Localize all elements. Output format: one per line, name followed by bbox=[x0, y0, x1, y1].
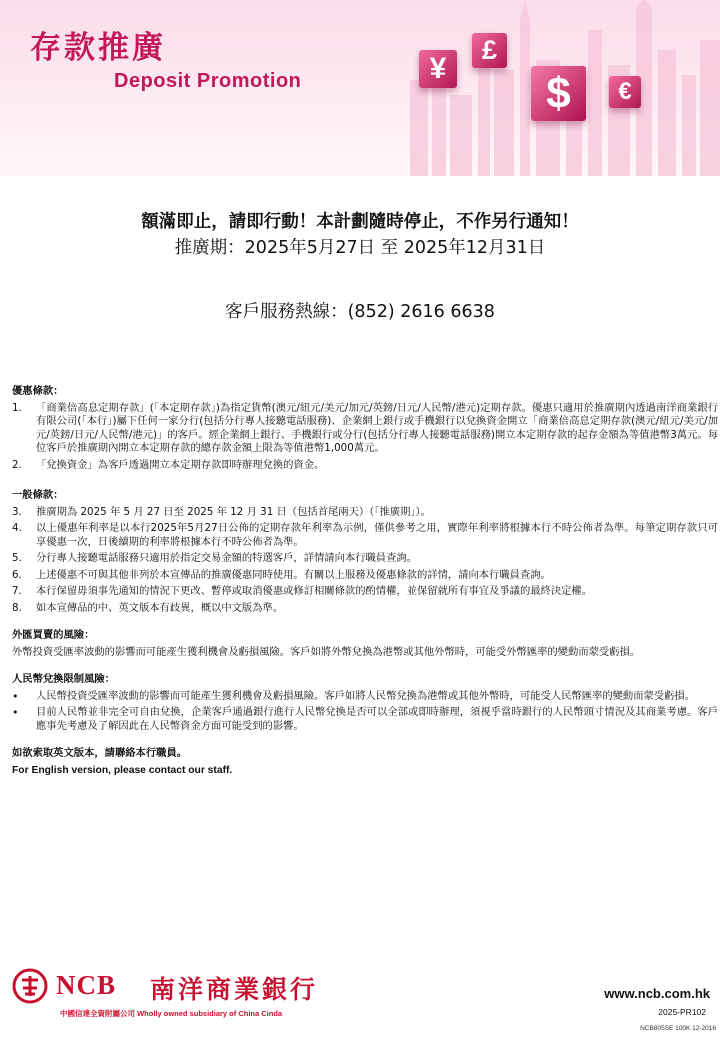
promotion-period: 推廣期：2025年5月27日 至 2025年12月31日 bbox=[174, 238, 546, 258]
offer-terms-title: 優惠條款： bbox=[12, 385, 64, 397]
list-item bbox=[12, 690, 718, 704]
subsidiary-note: 中國信達全資附屬公司 Wholly owned subsidiary of China Cinda bbox=[60, 1009, 283, 1018]
bank-logo-en: NCB bbox=[56, 970, 117, 1000]
item-text: 推廣期為 2025 年 5 月 27 日至 2025 年 12 月 31 日（包括首尾兩天）（「推廣期」）。 bbox=[36, 505, 431, 518]
item-number: 8. bbox=[12, 601, 22, 614]
list-item bbox=[12, 602, 718, 616]
list-item bbox=[12, 706, 718, 733]
website-link[interactable]: www.ncb.com.hk bbox=[604, 986, 710, 1001]
pound-icon: £ bbox=[472, 33, 507, 68]
item-number: 5. bbox=[12, 552, 22, 564]
euro-icon: € bbox=[609, 76, 641, 108]
item-text: 目前人民幣並非完全可自由兌換，企業客戶通過銀行進行人民幣兌換是否可以全部或即時辦理，須視乎當時銀行的人民幣頭寸情況及其商業考慮。客戶應事先考慮及了解因此在人民幣資金方面可能受到的影響。 bbox=[36, 706, 718, 732]
item-text: 上述優惠不可與其他非列於本宣傳品的推廣優惠同時使用。有關以上服務及優惠條款的詳情，請向本行職員查詢。 bbox=[36, 568, 551, 581]
general-terms-title: 一般條款： bbox=[12, 489, 64, 501]
item-text: 分行專人接聽電話服務只適用於指定交易金額的特選客戶，詳情請向本行職員查詢。 bbox=[36, 552, 417, 564]
yen-icon: ¥ bbox=[419, 50, 457, 88]
item-number: 4. bbox=[12, 522, 22, 534]
list-item bbox=[12, 552, 718, 566]
item-number: 1. bbox=[12, 401, 22, 414]
list-item bbox=[12, 569, 718, 583]
ncb-logo-icon bbox=[12, 968, 48, 1004]
general-terms-list bbox=[12, 506, 718, 616]
title-english: Deposit Promotion bbox=[114, 70, 302, 92]
item-number: 3. bbox=[12, 505, 22, 518]
reference-number: 2025-PR102 bbox=[658, 1007, 706, 1017]
promo-banner bbox=[0, 0, 720, 176]
fx-risk-text: 外幣投資受匯率波動的影響而可能產生獲利機會及虧損風險。客戶如將外幣兌換為港幣或其他外幣時，可能受外幣匯率的變動而蒙受虧損。 bbox=[12, 645, 641, 658]
terms-section bbox=[12, 385, 718, 777]
item-number: 6. bbox=[12, 568, 22, 581]
list-item bbox=[12, 402, 718, 456]
item-text: 以上優惠年利率是以本行2025年5月27日公佈的定期存款年利率為示例，僅供參考之用，實際年利率將根據本行不時公佈者為準。每筆定期存款只可享優惠一次，日後續期的利率將根據本行不時公佈者為準。 bbox=[36, 522, 718, 548]
headline-urgent: 額滿即止，請即行動！本計劃隨時停止，不作另行通知！ bbox=[141, 212, 579, 232]
customer-hotline: 客戶服務熱線：(852) 2616 6638 bbox=[225, 302, 495, 322]
item-text: 人民幣投資受匯率波動的影響而可能產生獲利機會及虧損風險。客戶如將人民幣兌換為港幣或其他外幣時，可能受人民幣匯率的變動而蒙受虧損。 bbox=[36, 689, 695, 702]
rmb-risk-list bbox=[12, 690, 718, 734]
item-number: 7. bbox=[12, 585, 22, 597]
list-item bbox=[12, 506, 718, 520]
list-item bbox=[12, 522, 718, 549]
item-text: 「兌換資金」為客戶透過開立本定期存款即時辦理兌換的資金。 bbox=[36, 458, 325, 471]
fx-risk-title: 外匯買賣的風險： bbox=[12, 629, 95, 641]
bullet-icon: • bbox=[12, 689, 19, 703]
item-text: 如本宣傳品的中、英文版本有歧異，概以中文版為準。 bbox=[36, 601, 284, 614]
item-number: 2. bbox=[12, 458, 22, 471]
offer-terms-list bbox=[12, 402, 718, 473]
contact-en: For English version, please contact our staff. bbox=[12, 764, 233, 776]
item-text: 「商業倍高息定期存款」(「本定期存款」)為指定貨幣(澳元/紐元/美元/加元/英鎊/日元/人民幣/港元)定期存款。優惠只適用於推廣期內透過南洋商業銀行有限公司(「本行」)屬下任何一家分行(包括分行專人接聽電話服務)、企業網上銀行或手機銀行以兌換資金開立「商業倍高息定期存款(澳元/紐元/美元/加元/英鎊/日元/人民幣/港元)」的客戶。經企業網上銀行、手機銀行或分行(包括分行專人接聽電話服務)開立本定期存款的起存金額為等值港幣3萬元。每位客戶於推廣期內開立本定期存款的總存款金額上限為等值港幣1,000萬元。 bbox=[36, 401, 718, 454]
list-item bbox=[12, 459, 718, 473]
rmb-risk-title: 人民幣兌換限制風險： bbox=[12, 673, 115, 685]
item-text: 本行保留毋須事先通知的情況下更改、暫停或取消優惠或修訂相關條款的酌情權，並保留就所有事宜及爭議的最終決定權。 bbox=[36, 585, 593, 597]
list-item bbox=[12, 585, 718, 599]
title-chinese: 存款推廣 bbox=[30, 30, 166, 66]
contact-zh: 如欲索取英文版本，請聯絡本行職員。 bbox=[12, 747, 188, 759]
dollar-icon: $ bbox=[531, 66, 586, 121]
bullet-icon: • bbox=[12, 706, 19, 719]
bank-logo-zh: 南洋商業銀行 bbox=[150, 975, 319, 1004]
print-code: NCB805SE 100K 12-2016 bbox=[640, 1025, 716, 1032]
